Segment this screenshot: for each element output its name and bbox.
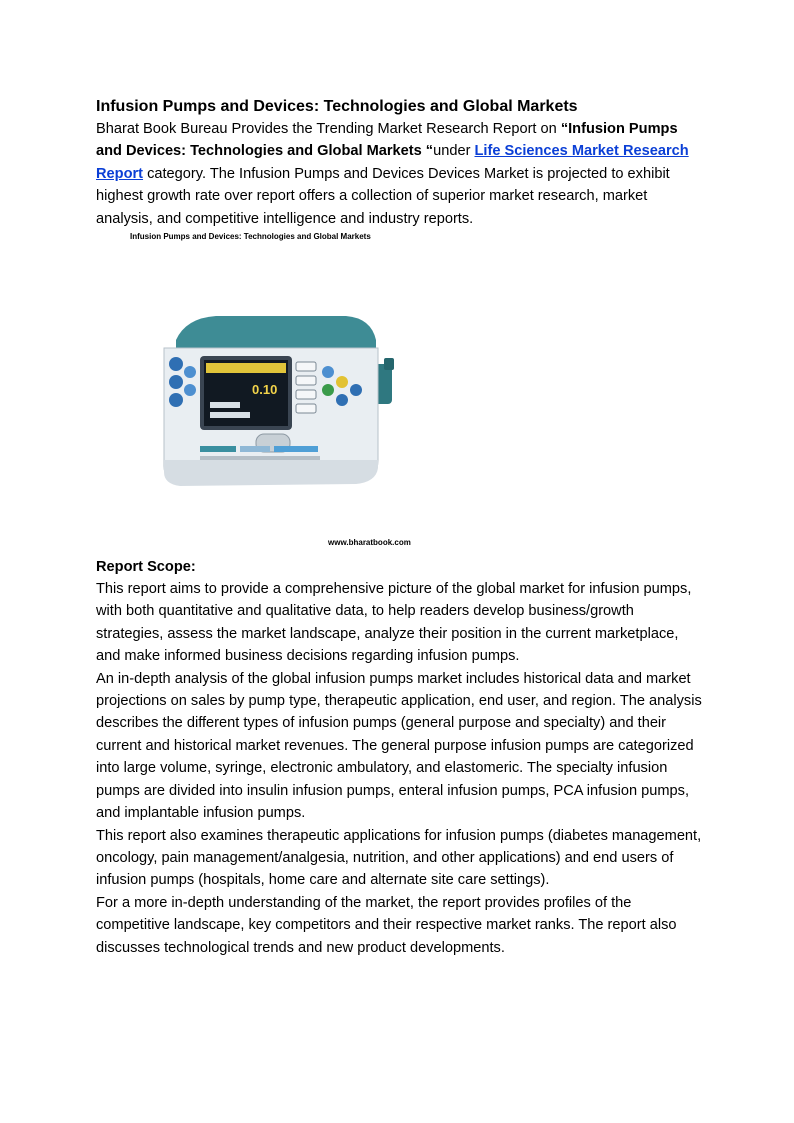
document-page — [96, 96, 702, 959]
product-figure — [96, 242, 702, 554]
figure-caption: Infusion Pumps and Devices: Technologies and Global Markets — [130, 232, 371, 242]
infusion-pump-image — [156, 310, 396, 500]
scope-paragraph-2: An in-depth analysis of the global infusion pumps market includes historical data and market projections on sales by pump type, therapeutic application, end user, and region. The analysis describes the different types of infusion pumps (general purpose and specialty) and their current and historical market revenues. The general purpose infusion pumps are categorized into large volume, syringe, electronic ambulatory, and elastomeric. The specialty infusion pumps are divided into insulin infusion pumps, enteral infusion pumps, PCA infusion pumps, and implantable infusion pumps. — [96, 670, 702, 822]
life-sciences-report-link[interactable]: Life Sciences Market Research Report — [96, 143, 689, 182]
scope-paragraph-4: For a more in-depth understanding of the market, the report provides profiles of the competitive landscape, key competitors and their respective market ranks. The report also discusses technological trends and new product developments. — [96, 894, 677, 956]
scope-paragraph-1: This report aims to provide a comprehensive picture of the global market for infusion pumps, with both quantitative and qualitative data, to help readers develop business/growth strategies, assess the market landscape, analyze their position in the current marketplace, and make informed business decisions regarding infusion pumps. — [96, 581, 692, 665]
screen-readout: 0.10 — [252, 382, 278, 398]
scope-paragraph-3: This report also examines therapeutic applications for infusion pumps (diabetes management, oncology, pain management/analgesia, nutrition, and other applications) and end users of infusion pumps (hospitals, home care and alternate site care settings). — [96, 827, 702, 889]
intro-report-name: “Infusion Pumps and Devices: Technologies and Global Markets “ — [96, 121, 678, 160]
intro-lead: Bharat Book Bureau Provides the Trending Market Research Report on — [96, 121, 561, 137]
website-caption: www.bharatbook.com — [328, 538, 411, 548]
intro-under: under — [433, 143, 475, 160]
intro-paragraph — [96, 118, 702, 230]
report-scope-heading: Report Scope: — [96, 559, 196, 576]
article-title: Infusion Pumps and Devices: Technologies and Global Markets — [96, 98, 578, 115]
intro-rest: category. The Infusion Pumps and Devices Devices Market is projected to exhibit highest growth rate over report offers a collection of superior market research, market analysis, and competitive intelligence and industry reports. — [96, 165, 670, 227]
